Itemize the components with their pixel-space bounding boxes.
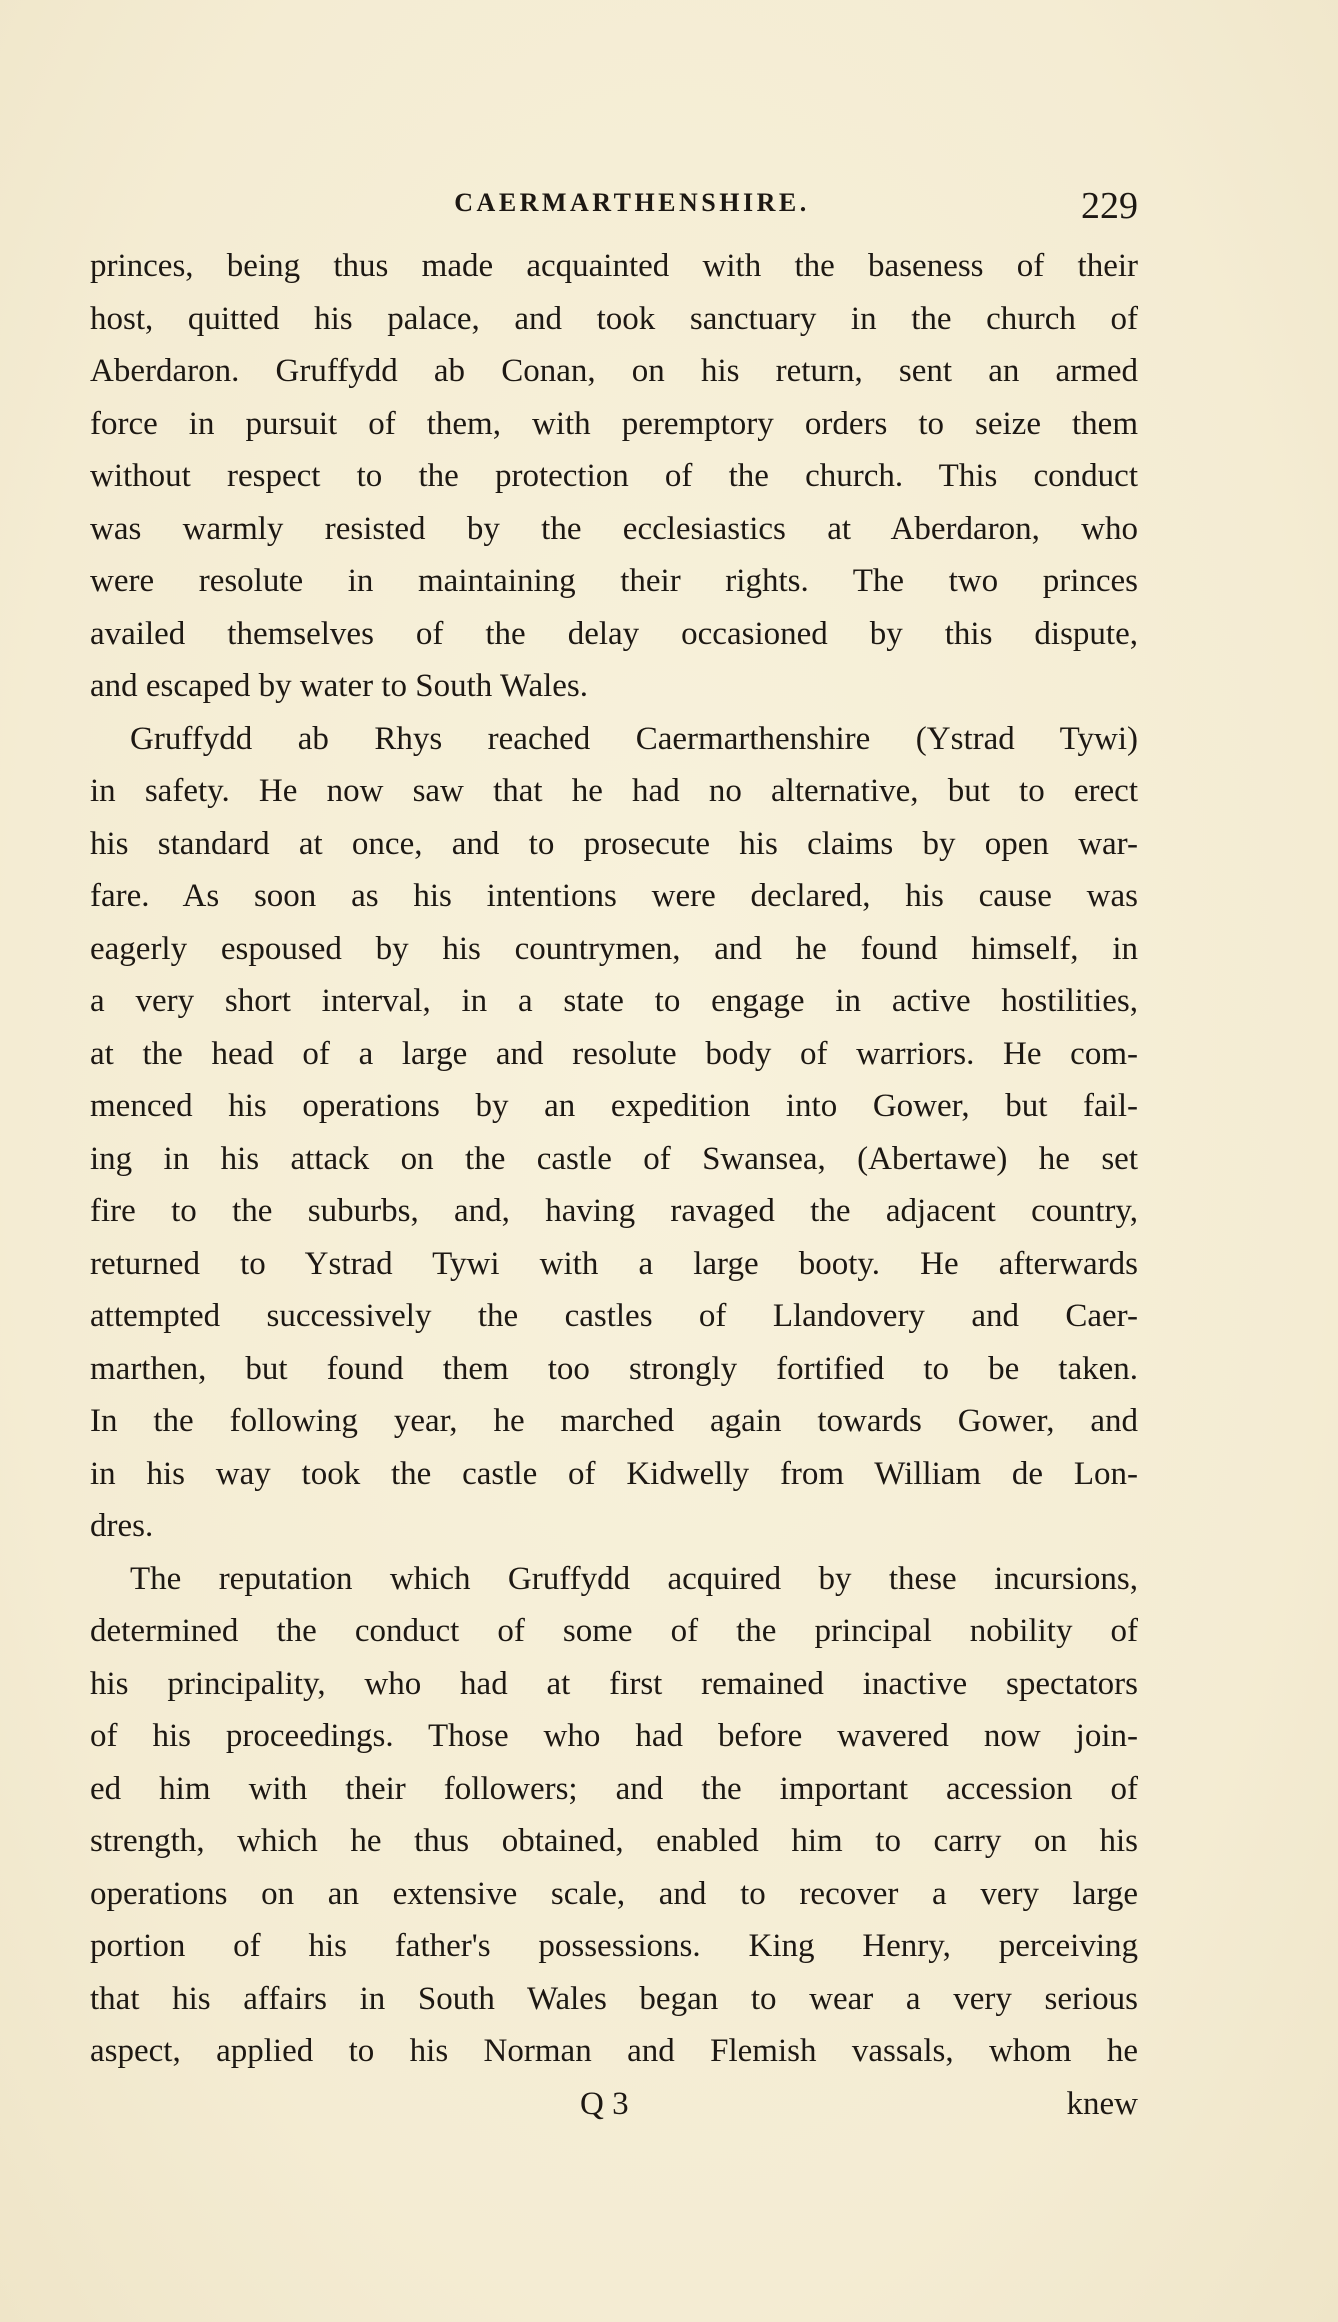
body-text	[90, 240, 1138, 2078]
text-line: of his proceedings. Those who had before wavered now join-	[90, 1718, 1138, 1754]
text-line: ed him with their followers; and the important accession of	[90, 1770, 1138, 1807]
text-line: aspect, applied to his Norman and Flemish vassals, whom he	[90, 2033, 1138, 2069]
text-line: his standard at once, and to prosecute his claims by open war-	[90, 825, 1138, 862]
text-line: in safety. He now saw that he had no alternative, but to erect	[90, 773, 1138, 809]
text-line: princes, being thus made acquainted with the baseness of their	[90, 248, 1138, 284]
text-line: In the following year, he marched again towards Gower, and	[90, 1403, 1138, 1439]
text-line: fire to the suburbs, and, having ravaged the adjacent country,	[90, 1193, 1138, 1229]
text-line: host, quitted his palace, and took sanctuary in the church of	[90, 300, 1138, 337]
text-line: and escaped by water to South Wales.	[90, 668, 589, 704]
text-line: eagerly espoused by his countrymen, and he found himself, in	[90, 930, 1138, 967]
text-line: in his way took the castle of Kidwelly from William de Lon-	[90, 1455, 1138, 1492]
text-line: marthen, but found them too strongly fortified to be taken.	[90, 1350, 1138, 1387]
text-line: were resolute in maintaining their rights. The two princes	[90, 563, 1138, 599]
catchword: knew	[1066, 2086, 1138, 2122]
text-line: Gruffydd ab Rhys reached Caermarthenshire (Ystrad Tywi)	[130, 720, 1138, 757]
text-line: portion of his father's possessions. King Henry, perceiving	[90, 1928, 1138, 1964]
text-line: was warmly resisted by the ecclesiastics at Aberdaron, who	[90, 510, 1138, 547]
text-line: fare. As soon as his intentions were declared, his cause was	[90, 878, 1138, 914]
signature-mark: Q 3	[580, 2086, 629, 2122]
text-line: availed themselves of the delay occasioned by this dispute,	[90, 615, 1138, 652]
running-title: CAERMARTHENSHIRE.	[454, 188, 810, 217]
text-line: Aberdaron. Gruffydd ab Conan, on his return, sent an armed	[90, 353, 1138, 389]
page-footer	[90, 2086, 1138, 2136]
text-line: his principality, who had at first remained inactive spectators	[90, 1665, 1138, 1702]
page-number: 229	[1081, 185, 1138, 227]
text-line: that his affairs in South Wales began to wear a very serious	[90, 1980, 1138, 2017]
text-line: returned to Ystrad Tywi with a large booty. He afterwards	[90, 1245, 1138, 1282]
text-line: operations on an extensive scale, and to recover a very large	[90, 1875, 1138, 1912]
text-line: force in pursuit of them, with peremptory orders to seize them	[90, 405, 1138, 442]
text-line: The reputation which Gruffydd acquired by these incursions,	[130, 1560, 1138, 1597]
text-line: a very short interval, in a state to engage in active hostilities,	[90, 983, 1138, 1019]
text-line: at the head of a large and resolute body of warriors. He com-	[90, 1035, 1138, 1072]
text-line: dres.	[90, 1508, 154, 1544]
text-line: strength, which he thus obtained, enabled him to carry on his	[90, 1823, 1138, 1859]
text-line: menced his operations by an expedition into Gower, but fail-	[90, 1088, 1138, 1124]
running-head	[90, 185, 1138, 228]
text-line: attempted successively the castles of Llandovery and Caer-	[90, 1298, 1138, 1334]
text-line: ing in his attack on the castle of Swansea, (Abertawe) he set	[90, 1140, 1138, 1177]
text-line: determined the conduct of some of the principal nobility of	[90, 1613, 1138, 1649]
text-line: without respect to the protection of the church. This conduct	[90, 458, 1138, 494]
